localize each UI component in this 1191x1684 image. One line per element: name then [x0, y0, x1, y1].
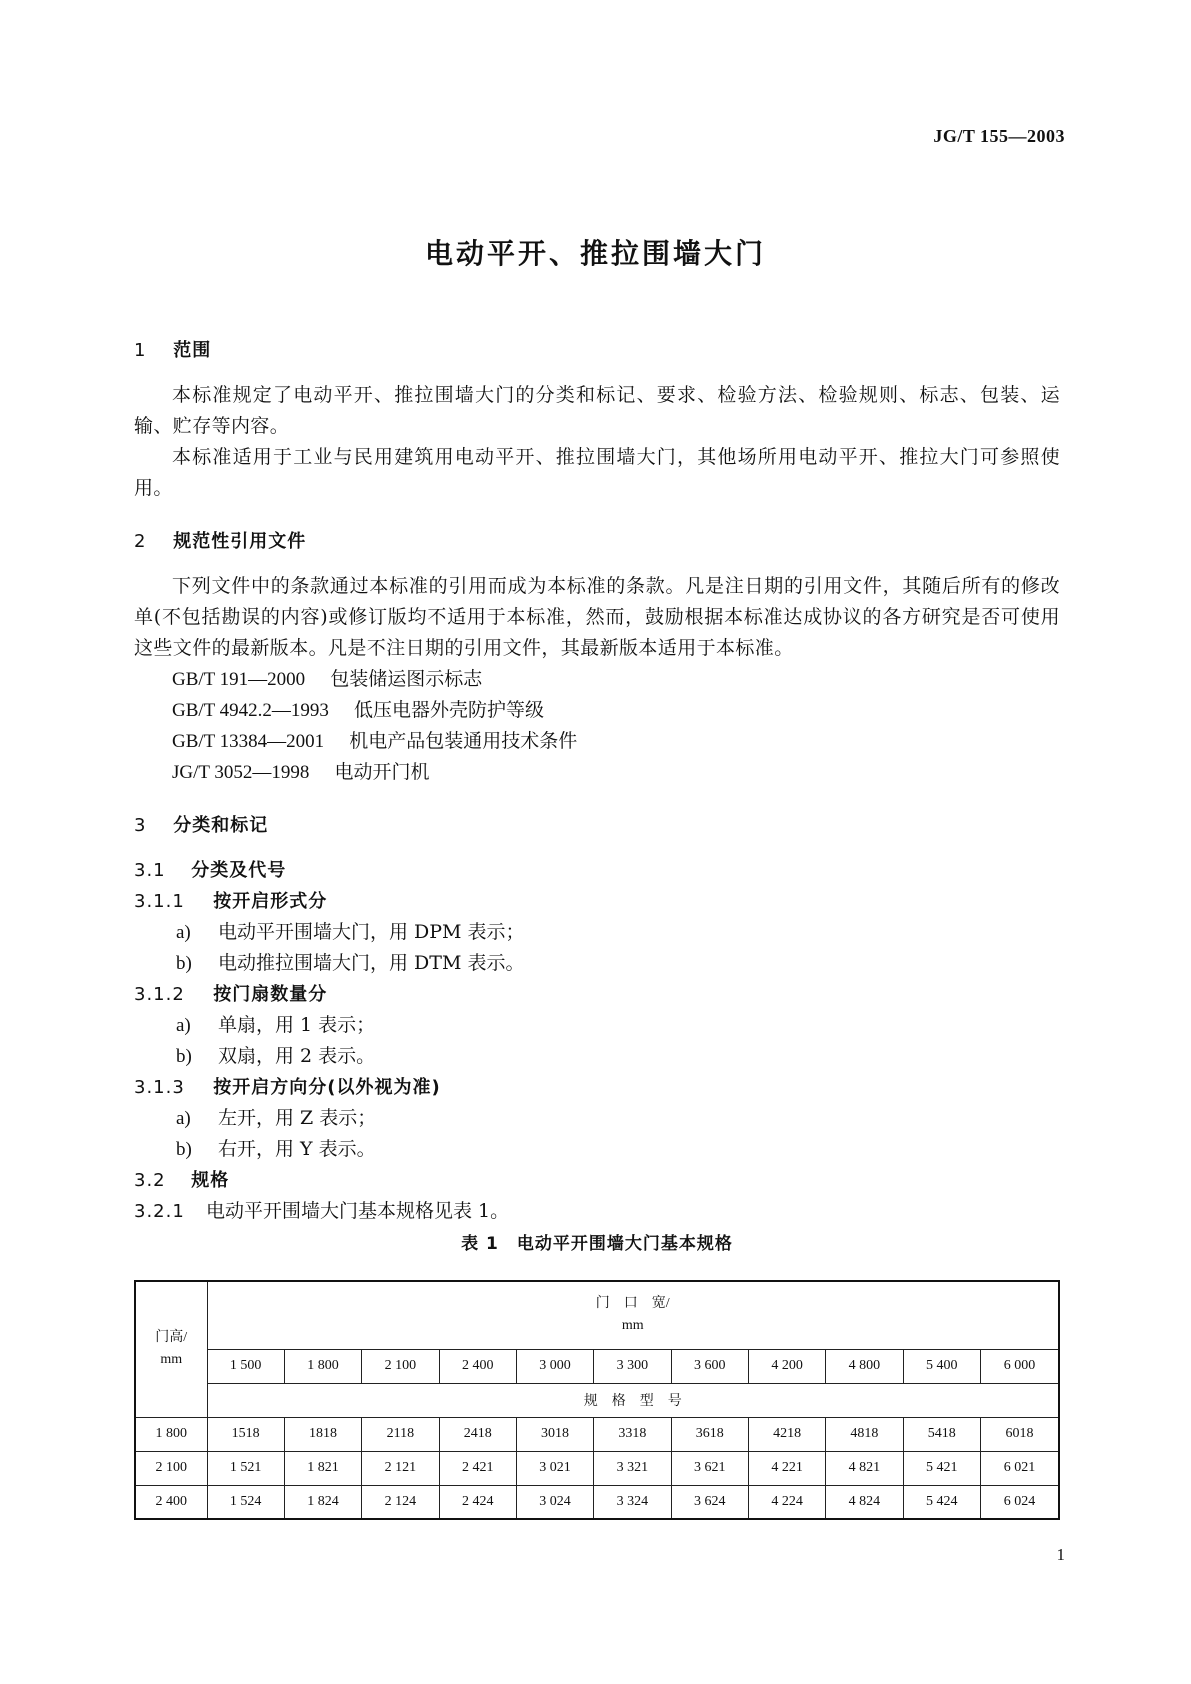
column-header-unit: mm — [621, 1318, 644, 1334]
spec-cell: 6018 — [980, 1417, 1059, 1451]
reference-item — [134, 664, 1060, 695]
spec-cell: 2118 — [362, 1417, 439, 1451]
item-label: a) — [176, 922, 191, 943]
standard-code: JG/T 155—2003 — [933, 126, 1065, 146]
table-caption — [134, 1229, 1060, 1260]
spec-table — [134, 1280, 1060, 1520]
section-3-heading — [134, 810, 1060, 841]
section-title: 按开启方向分(以外视为准) — [213, 1077, 441, 1098]
reference-code: GB/T 4942.2—1993 — [172, 700, 329, 721]
item-label: a) — [176, 1108, 191, 1129]
spec-cell: 2418 — [439, 1417, 516, 1451]
spec-cell: 4 824 — [826, 1485, 903, 1519]
spec-cell: 5418 — [903, 1417, 980, 1451]
row-header-unit: mm — [160, 1352, 183, 1368]
item-text: 电动推拉围墙大门，用 DTM 表示。 — [218, 952, 525, 974]
reference-code: GB/T 191—2000 — [172, 669, 306, 690]
section-1-heading — [134, 335, 1060, 366]
spec-cell: 3 021 — [516, 1451, 593, 1485]
reference-item — [134, 757, 1060, 788]
section-number: 3 — [134, 815, 147, 836]
spec-cell: 1518 — [207, 1417, 284, 1451]
list-item — [134, 1041, 1060, 1072]
row-header-label: 门高/ — [155, 1330, 188, 1346]
section-3-1-heading — [134, 855, 1060, 886]
section-number: 3.1.2 — [134, 984, 185, 1005]
spec-cell: 4 224 — [748, 1485, 825, 1519]
width-cell: 3 600 — [671, 1349, 748, 1383]
section-2-heading — [134, 526, 1060, 557]
spec-cell: 2 424 — [439, 1485, 516, 1519]
document-title: 电动平开、推拉围墙大门 — [424, 237, 766, 270]
paragraph: 下列文件中的条款通过本标准的引用而成为本标准的条款。凡是注日期的引用文件，其随后所有的修改单(不包括勘误的内容)或修订版均不适用于本标准，然而，鼓励根据本标准达成协议的各方研究是否可使用这些文件的最新版本。凡是不注日期的引用文件，其最新版本适用于本标准。 — [134, 575, 1060, 659]
width-header-row — [135, 1349, 1059, 1383]
section-number: 3.2 — [134, 1170, 166, 1191]
width-cell: 4 800 — [826, 1349, 903, 1383]
height-cell: 2 400 — [135, 1485, 207, 1519]
list-item — [134, 948, 1060, 979]
row-header-cell — [135, 1281, 207, 1417]
item-text: 左开，用 Z 表示； — [218, 1107, 377, 1129]
spec-cell: 3 321 — [594, 1451, 671, 1485]
list-item — [134, 1134, 1060, 1165]
width-cell: 2 100 — [362, 1349, 439, 1383]
spec-cell: 4 221 — [748, 1451, 825, 1485]
width-cell: 6 000 — [980, 1349, 1059, 1383]
height-cell: 2 100 — [135, 1451, 207, 1485]
section-title: 按门扇数量分 — [213, 984, 328, 1005]
table-number: 表 1 — [461, 1234, 499, 1254]
spec-cell: 1 821 — [284, 1451, 361, 1485]
spec-cell: 3618 — [671, 1417, 748, 1451]
section-number: 3.2.1 — [134, 1201, 185, 1222]
spec-cell: 2 121 — [362, 1451, 439, 1485]
reference-item — [134, 726, 1060, 757]
spec-cell: 3 624 — [671, 1485, 748, 1519]
spec-cell: 1818 — [284, 1417, 361, 1451]
section-title: 规范性引用文件 — [173, 531, 307, 552]
section-title: 分类及代号 — [191, 860, 287, 881]
spec-cell: 5 424 — [903, 1485, 980, 1519]
reference-title: 低压电器外壳防护等级 — [353, 699, 544, 721]
reference-code: GB/T 13384—2001 — [172, 731, 325, 752]
list-item — [134, 917, 1060, 948]
section-number: 1 — [134, 340, 147, 361]
section-3-2-1 — [134, 1196, 1060, 1227]
item-text: 右开，用 Y 表示。 — [218, 1138, 376, 1160]
section-number: 3.1 — [134, 860, 166, 881]
section-title: 范围 — [173, 340, 212, 361]
section-3-1-3-heading — [134, 1072, 1060, 1103]
section-3-2-heading — [134, 1165, 1060, 1196]
item-text: 双扇，用 2 表示。 — [218, 1045, 376, 1067]
spec-cell: 3018 — [516, 1417, 593, 1451]
spec-cell: 3318 — [594, 1417, 671, 1451]
spec-cell: 1 521 — [207, 1451, 284, 1485]
section-text: 电动平开围墙大门基本规格见表 1。 — [206, 1200, 510, 1222]
reference-item — [134, 695, 1060, 726]
spec-cell: 2 421 — [439, 1451, 516, 1485]
document-body — [134, 335, 1060, 1260]
section-3-1-2-heading — [134, 979, 1060, 1010]
item-text: 电动平开围墙大门，用 DPM 表示； — [218, 921, 525, 943]
width-cell: 4 200 — [748, 1349, 825, 1383]
list-item — [134, 1010, 1060, 1041]
item-label: b) — [176, 953, 192, 974]
column-header-label: 门 口 宽/ — [595, 1296, 670, 1312]
section-title: 分类和标记 — [173, 815, 269, 836]
reference-title: 包装储运图示标志 — [330, 668, 483, 690]
spec-cell: 3 024 — [516, 1485, 593, 1519]
spec-cell: 4218 — [748, 1417, 825, 1451]
width-cell: 5 400 — [903, 1349, 980, 1383]
width-cell: 1 800 — [284, 1349, 361, 1383]
section-title: 按开启形式分 — [213, 891, 328, 912]
item-label: a) — [176, 1015, 191, 1036]
section-number: 3.1.1 — [134, 891, 185, 912]
table-title: 电动平开围墙大门基本规格 — [516, 1234, 733, 1254]
section-number: 3.1.3 — [134, 1077, 185, 1098]
reference-title: 机电产品包装通用技术条件 — [349, 730, 578, 752]
section-3-1-1-heading — [134, 886, 1060, 917]
spec-cell: 3 324 — [594, 1485, 671, 1519]
table-row — [135, 1451, 1059, 1485]
spec-cell: 6 021 — [980, 1451, 1059, 1485]
spec-label-cell: 规 格 型 号 — [207, 1383, 1059, 1417]
width-cell: 2 400 — [439, 1349, 516, 1383]
spec-cell: 1 824 — [284, 1485, 361, 1519]
spec-cell: 4818 — [826, 1417, 903, 1451]
paragraph: 本标准规定了电动平开、推拉围墙大门的分类和标记、要求、检验方法、检验规则、标志、包装、运输、贮存等内容。 — [134, 384, 1060, 437]
column-group-header — [207, 1281, 1059, 1349]
reference-title: 电动开门机 — [334, 761, 430, 783]
spec-cell: 2 124 — [362, 1485, 439, 1519]
section-title: 规格 — [191, 1170, 230, 1191]
table-row — [135, 1485, 1059, 1519]
section-number: 2 — [134, 531, 147, 552]
item-label: b) — [176, 1046, 192, 1067]
spec-cell: 4 821 — [826, 1451, 903, 1485]
table-row — [135, 1417, 1059, 1451]
list-item — [134, 1103, 1060, 1134]
height-cell: 1 800 — [135, 1417, 207, 1451]
paragraph: 本标准适用于工业与民用建筑用电动平开、推拉围墙大门，其他场所用电动平开、推拉大门可参照使用。 — [134, 446, 1060, 499]
spec-cell: 6 024 — [980, 1485, 1059, 1519]
spec-cell: 1 524 — [207, 1485, 284, 1519]
spec-cell: 5 421 — [903, 1451, 980, 1485]
reference-code: JG/T 3052—1998 — [172, 762, 310, 783]
item-text: 单扇，用 1 表示； — [218, 1014, 376, 1036]
width-cell: 3 000 — [516, 1349, 593, 1383]
width-cell: 3 300 — [594, 1349, 671, 1383]
spec-cell: 3 621 — [671, 1451, 748, 1485]
item-label: b) — [176, 1139, 192, 1160]
page-number: 1 — [1056, 1545, 1065, 1564]
width-cell: 1 500 — [207, 1349, 284, 1383]
